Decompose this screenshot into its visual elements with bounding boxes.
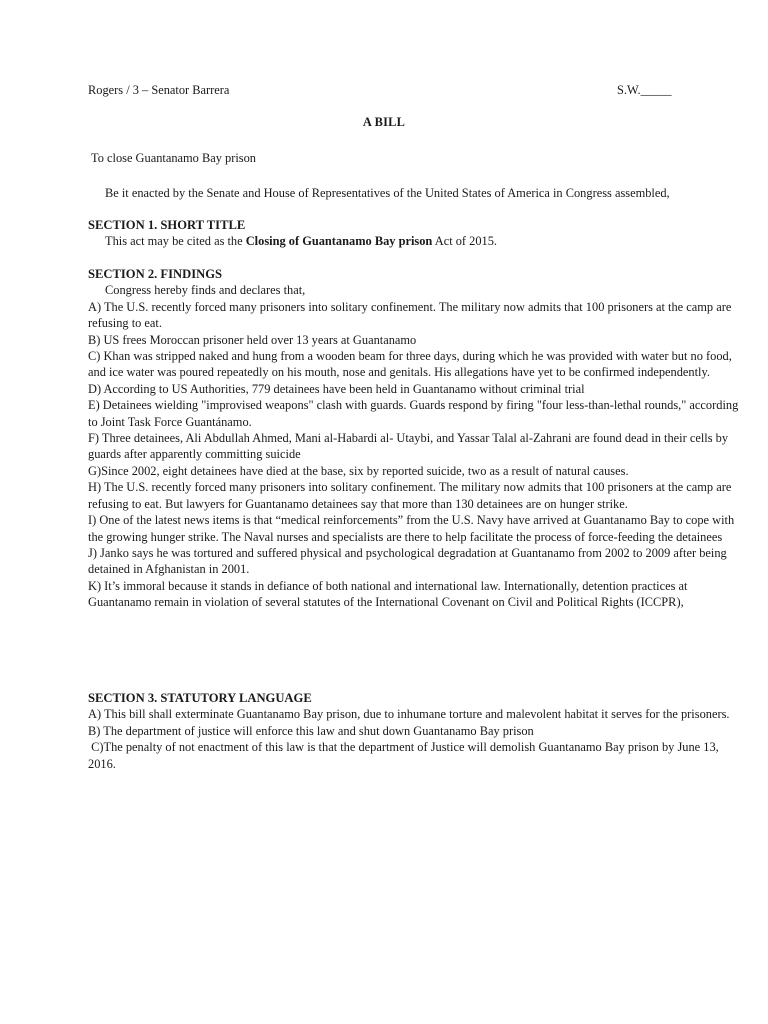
short-title-suffix: Act of 2015. (432, 234, 498, 249)
finding-item-a: A) The U.S. recently forced many prisoners into solitary confinement. The military now admits that 100 prisoners at the camp are refusing to eat. (88, 299, 732, 331)
statute-item-a: A) This bill shall exterminate Guantanamo Bay prison, due to inhumane torture and malevolent habitat it serves for the prisoners. (88, 707, 730, 722)
statute-item-c: C)The penalty of not enactment of this law is that the department of Justice will demolish Guantanamo Bay prison by June 13, 2016. (88, 740, 722, 771)
section-statutory-language (88, 690, 740, 772)
findings-intro: Congress hereby finds and declares that, (105, 283, 306, 298)
author-line: Rogers / 3 – Senator Barrera (88, 83, 230, 97)
section-heading: SECTION 1. SHORT TITLE (88, 218, 246, 232)
enacting-clause: Be it enacted by the Senate and House of Representatives of the United States of America in Congress assembled, (105, 186, 670, 200)
finding-item-b: B) US frees Moroccan prisoner held over 13 years at Guantanamo (88, 332, 417, 347)
short-title-text (88, 233, 740, 249)
finding-item-c: C) Khan was stripped naked and hung from a wooden beam for three days, during which he was provided with water but no food, and ice water was poured repeatedly on his mouth, nose and genitals. His allegations have yet to be confirmed independently. (88, 349, 732, 380)
finding-item-d: D) According to US Authorities, 779 detainees have been held in Guantanamo without criminal trial (88, 381, 585, 396)
section-heading: SECTION 2. FINDINGS (88, 267, 223, 281)
short-title-prefix: This act may be cited as the (105, 234, 246, 249)
finding-item-e: E) Detainees wielding "improvised weapons" clash with guards. Guards respond by firing "four less-than-lethal rounds," according to Joint Task Force Guantánamo. (88, 398, 739, 429)
bill-title: A BILL (362, 115, 406, 129)
act-name: Closing of Guantanamo Bay prison (245, 234, 433, 249)
finding-item-f: F) Three detainees, Ali Abdullah Ahmed, Mani al-Habardi al- Utaybi, and Yassar Talal al-Zahrani are found dead in their cells by guards after apparently committing suicide (88, 431, 729, 462)
finding-item-i: I) One of the latest news items is that “medical reinforcements” from the U.S. Navy have arrived at Guantanamo Bay to cope with the growing hunger strike. The Naval nurses and specialists are there to help facilitate the process of force-feeding the detainees (88, 513, 735, 544)
finding-item-k: K) It’s immoral because it stands in defiance of both national and international law. Internationally, detention practices at Guantanamo remain in violation of several statutes of the International Covenant on Civil and Political Rights (ICCPR), (88, 578, 688, 610)
bill-number: S.W._____ (617, 83, 672, 97)
section-heading: SECTION 3. STATUTORY LANGUAGE (88, 691, 312, 705)
finding-item-g: G)Since 2002, eight detainees have died at the base, six by reported suicide, two as a result of natural causes. (88, 463, 629, 478)
document-header (88, 82, 688, 100)
section-short-title (88, 217, 740, 250)
finding-item-h: H) The U.S. recently forced many prisoners into solitary confinement. The military now admits that 100 prisoners at the camp are refusing to eat. But lawyers for Guantanamo detainees say that more than 130 detainees are on hunger strike. (88, 480, 732, 511)
finding-item-j: J) Janko says he was tortured and suffered physical and psychological degradation at Guantanamo from 2002 to 2009 after being detained in Afghanistan in 2001. (88, 545, 727, 577)
statute-item-b: B) The department of justice will enforce this law and shut down Guantanamo Bay prison (88, 723, 534, 738)
section-findings (88, 266, 740, 611)
bill-purpose: To close Guantanamo Bay prison (91, 151, 256, 165)
